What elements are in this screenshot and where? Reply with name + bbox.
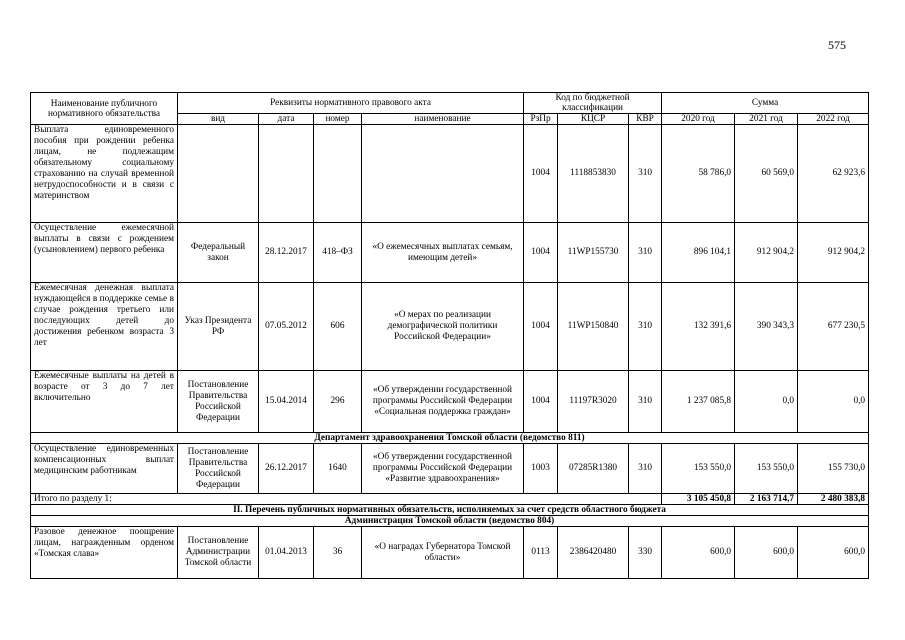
page-number: 575 xyxy=(828,38,846,52)
code-kvr: 310 xyxy=(629,371,662,433)
code-kcsr: 2386420480 xyxy=(558,527,629,579)
section-2-title: II. Перечень публичных нормативных обязательств, исполняемых за счет средств областного бюджета xyxy=(31,505,869,516)
sum-2022: 600,0 xyxy=(798,527,869,579)
table-row xyxy=(31,125,869,223)
code-kvr: 310 xyxy=(629,125,662,223)
sum-2022: 912 904,2 xyxy=(798,223,869,283)
obligation-name: Осуществление ежемесячной выплаты в связи с рождением (усыновлением) первого ребенка xyxy=(31,223,178,283)
act-number: 606 xyxy=(314,283,362,371)
code-kcsr: 11197R3020 xyxy=(558,371,629,433)
act-kind: Указ Президента РФ xyxy=(178,283,259,371)
code-kcsr: 11WP150840 xyxy=(558,283,629,371)
section-row xyxy=(31,505,869,516)
table-row xyxy=(31,444,869,494)
sum-2021: 60 569,0 xyxy=(735,125,798,223)
code-rzpr: 1004 xyxy=(524,125,558,223)
header-legal-act: Реквизиты нормативного правового акта xyxy=(178,93,524,114)
act-title: «О ежемесячных выплатах семьям, имеющим детей» xyxy=(362,223,524,283)
sum-2022: 62 923,6 xyxy=(798,125,869,223)
sum-2020: 600,0 xyxy=(662,527,735,579)
code-rzpr: 1004 xyxy=(524,223,558,283)
header-date: дата xyxy=(259,114,314,125)
act-number: 1640 xyxy=(314,444,362,494)
act-date: 26.12.2017 xyxy=(259,444,314,494)
table-row xyxy=(31,527,869,579)
obligation-name: Ежемесячная денежная выплата нуждающейся в поддержке семье в случае рождения третьего или последующих детей до достижения ребенком возраста 3 лет xyxy=(31,283,178,371)
act-number xyxy=(314,125,362,223)
header-kcsr: КЦСР xyxy=(558,114,629,125)
code-rzpr: 1004 xyxy=(524,371,558,433)
header-2022: 2022 год xyxy=(798,114,869,125)
header-budget-code: Код по бюджетной классификации xyxy=(524,93,662,114)
code-rzpr: 1003 xyxy=(524,444,558,494)
sum-2021: 600,0 xyxy=(735,527,798,579)
code-kvr: 310 xyxy=(629,444,662,494)
department-row xyxy=(31,433,869,444)
obligation-name: Выплата единовременного пособия при рождении ребенка лицам, не подлежащим обязательному социальному страхованию на случай временной нетрудоспособности и в связи с материнством xyxy=(31,125,178,223)
header-sum: Сумма xyxy=(662,93,869,114)
act-date: 01.04.2013 xyxy=(259,527,314,579)
total-2020: 3 105 450,8 xyxy=(662,494,735,505)
table-row xyxy=(31,283,869,371)
sum-2020: 132 391,6 xyxy=(662,283,735,371)
obligation-name: Разовое денежное поощрение лицам, награжденным орденом «Томская слава» xyxy=(31,527,178,579)
code-kvr: 330 xyxy=(629,527,662,579)
act-title xyxy=(362,125,524,223)
act-date: 15.04.2014 xyxy=(259,371,314,433)
code-kcsr: 11WP155730 xyxy=(558,223,629,283)
act-title: «Об утверждении государственной программы Российской Федерации «Социальная поддержка граждан» xyxy=(362,371,524,433)
obligation-name: Ежемесячные выплаты на детей в возрасте от 3 до 7 лет включительно xyxy=(31,371,178,433)
sum-2021: 912 904,2 xyxy=(735,223,798,283)
code-kcsr: 1118853830 xyxy=(558,125,629,223)
act-kind: Постановление Правительства Российской Федерации xyxy=(178,371,259,433)
code-rzpr: 1004 xyxy=(524,283,558,371)
code-kvr: 310 xyxy=(629,283,662,371)
department-row xyxy=(31,516,869,527)
header-rzpr: РзПр xyxy=(524,114,558,125)
act-number: 418–ФЗ xyxy=(314,223,362,283)
sum-2021: 0,0 xyxy=(735,371,798,433)
act-title: «Об утверждении государственной программы Российской Федерации «Развитие здравоохранения» xyxy=(362,444,524,494)
act-date: 28.12.2017 xyxy=(259,223,314,283)
sum-2020: 896 104,1 xyxy=(662,223,735,283)
header-obligation-name: Наименование публичного нормативного обязательства xyxy=(31,93,178,125)
sum-2020: 58 786,0 xyxy=(662,125,735,223)
act-title: «О наградах Губернатора Томской области» xyxy=(362,527,524,579)
header-kind: вид xyxy=(178,114,259,125)
header-title: наименование xyxy=(362,114,524,125)
sum-2022: 0,0 xyxy=(798,371,869,433)
sum-2022: 677 230,5 xyxy=(798,283,869,371)
table-row xyxy=(31,371,869,433)
header-2021: 2021 год xyxy=(735,114,798,125)
obligations-table xyxy=(30,92,869,579)
header-kvr: КВР xyxy=(629,114,662,125)
act-number: 36 xyxy=(314,527,362,579)
department-admin: Администрация Томской области (ведомство 804) xyxy=(31,516,869,527)
header-number: номер xyxy=(314,114,362,125)
code-kcsr: 07285R1380 xyxy=(558,444,629,494)
act-date xyxy=(259,125,314,223)
act-title: «О мерах по реализации демографической политики Российской Федерации» xyxy=(362,283,524,371)
total-label: Итого по разделу 1: xyxy=(31,494,662,505)
code-kvr: 310 xyxy=(629,223,662,283)
header-2020: 2020 год xyxy=(662,114,735,125)
department-health: Департамент здравоохранения Томской области (ведомство 811) xyxy=(31,433,869,444)
sum-2021: 153 550,0 xyxy=(735,444,798,494)
total-2022: 2 480 383,8 xyxy=(798,494,869,505)
act-date: 07.05.2012 xyxy=(259,283,314,371)
total-row xyxy=(31,494,869,505)
total-2021: 2 163 714,7 xyxy=(735,494,798,505)
sum-2021: 390 343,3 xyxy=(735,283,798,371)
obligation-name: Осуществление единовременных компенсационных выплат медицинским работникам xyxy=(31,444,178,494)
act-number: 296 xyxy=(314,371,362,433)
act-kind: Постановление Правительства Российской Федерации xyxy=(178,444,259,494)
sum-2020: 153 550,0 xyxy=(662,444,735,494)
sum-2022: 155 730,0 xyxy=(798,444,869,494)
code-rzpr: 0113 xyxy=(524,527,558,579)
sum-2020: 1 237 085,8 xyxy=(662,371,735,433)
act-kind: Постановление Администрации Томской области xyxy=(178,527,259,579)
act-kind xyxy=(178,125,259,223)
table-row xyxy=(31,223,869,283)
act-kind: Федеральный закон xyxy=(178,223,259,283)
